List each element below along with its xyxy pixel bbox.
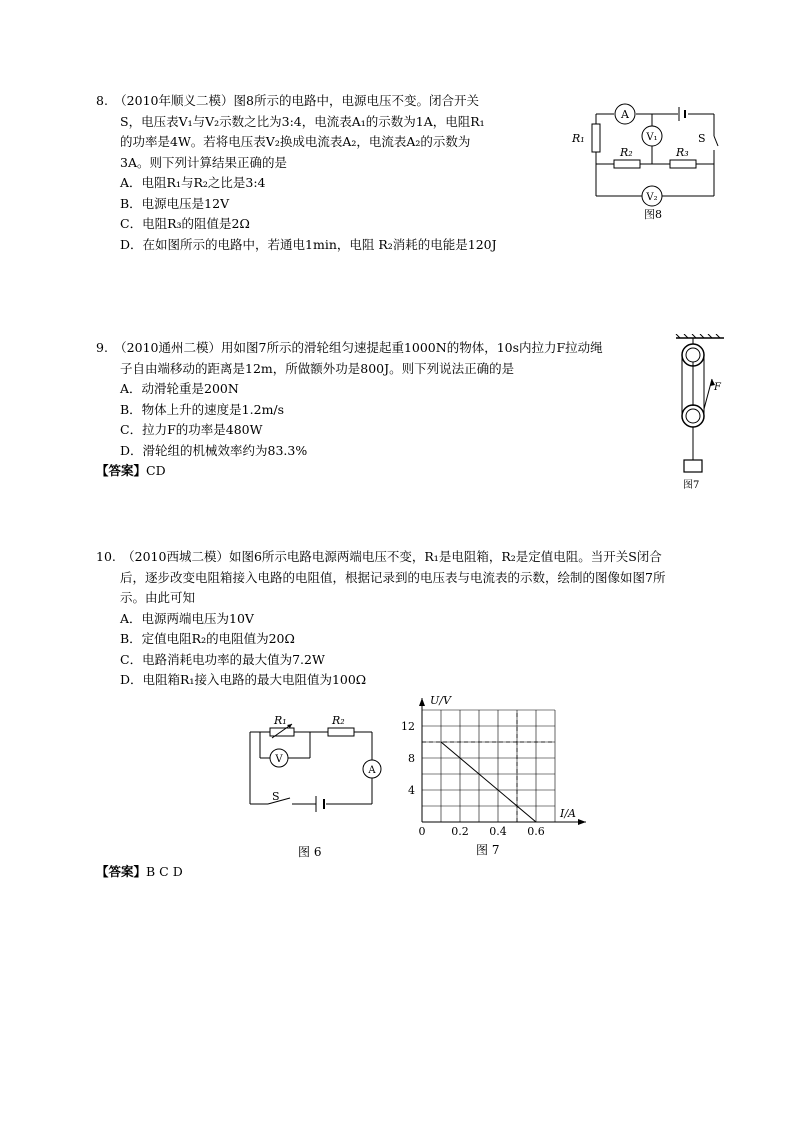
svg-text:S: S (698, 132, 706, 145)
svg-text:V₂: V₂ (646, 192, 658, 203)
chart-caption: 图 7 (476, 843, 500, 857)
chart-series (441, 742, 536, 822)
y-axis-arrow-icon (419, 698, 425, 706)
question-8-line: S，电压表V₁与V₂示数之比为3:4，电流表A₁的示数为1A，电阻R₁ (120, 113, 485, 129)
option-a: A．电源两端电压为10V (120, 610, 254, 626)
figure-7-pulley (670, 334, 730, 494)
question-10 (96, 547, 756, 691)
y-tick-label: 12 (401, 720, 415, 733)
question-9-line: 子自由端移动的距离是12m，所做额外功是800J。则下列说法正确的是 (120, 360, 515, 376)
answer-q9: 【答案】CD (96, 463, 166, 478)
figure-8-circuit (566, 96, 736, 226)
svg-text:图7: 图7 (683, 480, 700, 491)
question-9-line: 9. （2010通州二模）用如图7所示的滑轮组匀速提起重1000N的物体，10s内拉力F拉动绳 (96, 340, 603, 355)
y-tick-label: 8 (408, 752, 415, 765)
y-tick-label: 4 (408, 784, 415, 797)
svg-text:F: F (714, 382, 721, 393)
resistor-r3 (670, 160, 696, 168)
question-10-line: 示。由此可知 (120, 590, 196, 605)
question-8-line: 的功率是4W。若将电压表V₂换成电流表A₂，电流表A₂的示数为 (120, 134, 471, 149)
option-d: D．电阻箱R₁接入电路的最大电阻值为100Ω (120, 672, 367, 687)
resistor-r2 (614, 160, 640, 168)
question-8 (96, 91, 566, 255)
question-9 (96, 338, 676, 461)
x-tick-label: 0.4 (489, 825, 507, 838)
option-c: C．电阻R₃的阻值是2Ω (120, 216, 250, 231)
svg-text:A: A (621, 108, 629, 121)
y-axis-label: U/V (430, 694, 451, 707)
answer-q10: 【答案】B C D (96, 864, 183, 879)
chart-grid (422, 710, 555, 822)
x-tick-label: 0 (418, 825, 426, 838)
resistor-r1 (592, 124, 600, 152)
svg-text:R₁: R₁ (274, 714, 287, 727)
chart-guides (422, 710, 555, 822)
option-d: D．在如图所示的电路中，若通电1min，电阻 R₂消耗的电能是120J (120, 236, 497, 252)
svg-text:R₃: R₃ (676, 146, 689, 159)
question-10-line: 后，逐步改变电阻箱接入电路的电阻值，根据记录到的电压表与电流表的示数，绘制的图像如图7所 (120, 569, 666, 585)
svg-text:R₂: R₂ (620, 146, 633, 159)
option-a: A．动滑轮重是200N (120, 381, 239, 396)
chart-ticks (401, 720, 545, 838)
option-b: B．物体上升的速度是1.2m/s (120, 401, 285, 417)
chart-axes (422, 698, 586, 822)
svg-text:V₁: V₁ (646, 132, 658, 143)
option-c: C．电路消耗电功率的最大值为7.2W (120, 651, 325, 667)
x-axis-label: I/A (560, 807, 576, 820)
resistor-r2 (328, 728, 354, 736)
option-b: B．定值电阻R₂的电阻值为20Ω (120, 631, 295, 646)
option-a: A．电阻R₁与R₂之比是3:4 (120, 175, 266, 190)
svg-text:图8: 图8 (644, 208, 662, 221)
svg-text:V: V (275, 754, 283, 765)
option-d: D．滑轮组的机械效率约为83.3% (120, 442, 308, 458)
svg-text:R₁: R₁ (572, 132, 585, 145)
svg-text:S: S (272, 790, 280, 803)
option-c: C．拉力F的功率是480W (120, 422, 263, 437)
svg-text:图 6: 图 6 (298, 845, 322, 859)
option-b: B．电源电压是12V (120, 195, 230, 211)
x-tick-label: 0.2 (451, 825, 469, 838)
question-10-line: 10. （2010西城二模）如图6所示电路电源两端电压不变，R₁是电阻箱，R₂是定值电阻。当开关S闭合 (96, 549, 662, 564)
svg-text:A: A (368, 765, 376, 776)
x-tick-label: 0.6 (527, 825, 545, 838)
series-line (441, 742, 536, 822)
svg-text:R₂: R₂ (332, 714, 345, 727)
x-axis-arrow-icon (578, 819, 586, 825)
figure-6-circuit (244, 712, 394, 862)
figure-7-chart (400, 692, 600, 862)
question-8-line: 3A。则下列计算结果正确的是 (120, 154, 287, 170)
resistor-box-r1 (270, 728, 294, 736)
question-8-line: 8. （2010年顺义二模）图8所示的电路中，电源电压不变。闭合开关 (96, 93, 479, 108)
